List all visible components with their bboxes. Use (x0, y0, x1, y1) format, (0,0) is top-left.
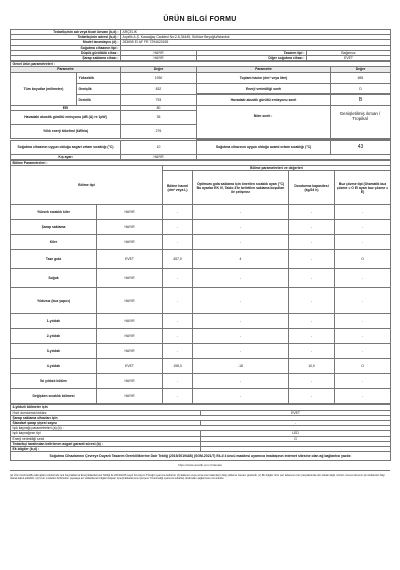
total-volume-value: 655 (331, 72, 391, 83)
compartment-defrost: - (335, 235, 391, 250)
supplier-label: Tedarikçinin adı veya ticari ünvanı (b,d) : (11, 30, 121, 35)
noise-label: Havadaki akustik gürültü emisyonu (dB (A) re 1pW) (11, 110, 121, 124)
min-temp-label: Soğutma cihazının uygun olduğu asgari ortam sıcaklığı (°C) (11, 140, 121, 154)
energy-class-value: D (331, 83, 391, 94)
compartment-table (10, 160, 391, 404)
climate-label: İklim sınıfı : (196, 93, 330, 139)
col-freeze: Dondurma kapasitesi (kg/24 h) (289, 171, 335, 205)
compartment-freeze: - (289, 389, 335, 404)
compartment-defrost: - (335, 288, 391, 314)
table-row (11, 235, 391, 250)
compartment-name: 4-yıldızlı (11, 359, 97, 374)
winter-label: Kış ayarı (11, 154, 121, 159)
compartment-temp: - (193, 235, 289, 250)
compartment-volume: - (163, 220, 193, 235)
extra-info-label: Ek bilgiler (b,d) : (11, 447, 201, 452)
compartment-freeze: 10,0 (289, 359, 335, 374)
appliance-type-label: Soğutma cihazının tipi : (11, 45, 121, 50)
compartment-defrost: - (335, 205, 391, 220)
fast-freeze-label: Hızlı dondurma imkânı (11, 410, 201, 415)
width-value: 832 (121, 83, 197, 94)
height-label: Yükseklik (77, 72, 121, 83)
compartment-present: HAYIR (97, 389, 163, 404)
compartment-volume: - (163, 374, 193, 389)
extra-table (10, 404, 391, 461)
height-row (11, 72, 391, 83)
compartment-defrost: - (335, 269, 391, 288)
height-value: 1930 (121, 72, 197, 83)
standard-bottles-value: - (201, 421, 391, 426)
table-row (11, 344, 391, 359)
wine-row (11, 56, 391, 61)
compartment-name: Şarap saklama (11, 220, 97, 235)
low-noise-value: HAYIR (121, 50, 197, 55)
compartment-volume: - (163, 235, 193, 250)
other-type-label: Diğer soğutma cihazı : (197, 56, 307, 61)
standard-bottles-label: Standart şarap şişesi sayısı (11, 421, 201, 426)
compartment-temp: - (193, 374, 289, 389)
light-type-label: Işık kaynağının tipi (11, 431, 201, 436)
table-row (11, 220, 391, 235)
eei-label: EEI (11, 105, 121, 110)
annual-energy-label: Yıllık enerji tüketimi (kWh/a) (11, 124, 121, 138)
support-link[interactable]: https://www.arcelik.com.tr/destek (178, 463, 222, 468)
compartment-temp: - (193, 269, 289, 288)
compartment-temp: - (193, 205, 289, 220)
compartment-name: 3-yıldızlı (11, 344, 97, 359)
footnote: (a) Ürün Görüntü(Bu talimatlar) ürünlerinde Işık Kaynaklarına Enerji Etiketlemesi Tebliği ile 2019/2015 sayılı Komisyon Tüzüğü uyarınca belirlenir. (b) Eklenen veya sona eren kalemlerin bilgi yükleme zamanı gösterilir. (c) Bu bilgiler ürün veri tabanının tüm parçalarında sıfır olarak değil, ürünün mevcut durumu için kullanılan bilgi olarak kabul edilebilir. (d) Ürün modelleri birbirinden piyasaya arz edilebilecek bilgileri kapsar. Enerji Etiketlemesi Çerçeve Yönetmeliği uyarınca tedarikçi tarafından sağlanması zorunludur. (10, 474, 385, 481)
winter-row (11, 154, 391, 159)
compartment-volume: - (163, 269, 193, 288)
compartment-present: HAYIR (97, 374, 163, 389)
compartment-freeze: - (289, 329, 335, 344)
annual-energy-value: 276 (121, 124, 197, 138)
compartment-freeze: - (289, 235, 335, 250)
col-group: Bölme parametreleri ve değerleri (163, 166, 391, 171)
col-value-1: Değer (121, 67, 197, 72)
other-type-value: EVET (307, 56, 391, 61)
col-defrost: Buz çözme tipi (Otomatik buz çözme = O El ayarı buz çözme = E) (335, 171, 391, 205)
noise-value: 35 (121, 110, 197, 124)
compartment-freeze: - (289, 269, 335, 288)
design-type-label: Tasarım tipi : (197, 50, 307, 55)
climate-value: Genişletilmiş ılıman / Tropikal (330, 93, 390, 139)
warranty-label: Tedarikçi tarafından belirlenen asgari garanti süresi (b) : (11, 441, 201, 446)
compartment-volume: - (163, 205, 193, 220)
compartment-present: HAYIR (97, 344, 163, 359)
compartment-defrost: - (335, 389, 391, 404)
compartment-present: HAYIR (97, 329, 163, 344)
table-row (11, 250, 391, 269)
light-class-label: Enerji verimliliği sınıfı (11, 436, 201, 441)
compartment-defrost: - (335, 374, 391, 389)
fast-freeze-value: EVET (201, 410, 391, 415)
info-table (10, 29, 391, 61)
compartment-section-label: Bölme Parametreleri : (11, 161, 391, 166)
compartment-volume: - (163, 314, 193, 329)
regulation-row (11, 452, 391, 461)
divider (10, 467, 390, 471)
low-noise-label: Düşük gürültülü cihaz : (11, 50, 121, 55)
compartment-present: HAYIR (97, 269, 163, 288)
compartment-temp: - (193, 314, 289, 329)
light-type-value: LED (201, 431, 391, 436)
compartment-volume: 457,0 (163, 250, 193, 269)
address-value: Arçelik A.Ş. Karaağaç Caddesi No:2-6,34445, Sütlüce Beyoğlu/İstanbul (121, 35, 391, 40)
temp-table (10, 140, 391, 160)
compartment-defrost: O (335, 250, 391, 269)
compartment-defrost: - (335, 314, 391, 329)
address-label: Tedarikçinin adresi (b,d) : (11, 35, 121, 40)
compartment-name: İki yıldızlı bölüm (11, 374, 97, 389)
wine-label: Şarap saklama cihazı : (11, 56, 121, 61)
min-temp-value: 10 (121, 140, 197, 154)
compartment-present: HAYIR (97, 314, 163, 329)
min-temp-row (11, 140, 391, 154)
col-volume: Bölme hacmi (dm³ veya L) (163, 171, 193, 205)
col-param-1: Parametre (11, 67, 121, 72)
compartment-name: Kiler (11, 235, 97, 250)
compartment-volume: 198,0 (163, 359, 193, 374)
compartment-temp: 4 (193, 250, 289, 269)
compartment-freeze: - (289, 374, 335, 389)
col-type: Bölme tipi (11, 166, 163, 205)
compartment-freeze: - (289, 314, 335, 329)
depth-value: 793 (121, 94, 197, 105)
col-temp: Optimum gıda saklama için önerilen sıcaklık ayarı (°C) Bu ayarlar EK IV, Tablo 3'te belirtilen saklama koşulları ile çelişmez (193, 171, 289, 205)
table-row (11, 389, 391, 404)
light-section-label: Işık kaynağı parametreleri (a) (b) : (11, 426, 391, 431)
compartment-defrost: - (335, 329, 391, 344)
compartment-freeze: - (289, 250, 335, 269)
table-row (11, 374, 391, 389)
table-row (11, 359, 391, 374)
compartment-present: HAYIR (97, 288, 163, 314)
table-row (11, 329, 391, 344)
table-row (11, 288, 391, 314)
col-param-2: Parametre (197, 67, 331, 72)
supplier-value: ARÇELİK (121, 30, 391, 35)
light-class-value: G (201, 436, 391, 441)
wine-value: HAYIR (121, 56, 197, 61)
eei-value: 80 (121, 105, 197, 110)
compartment-name: Değişken sıcaklık bölmesi (11, 389, 97, 404)
col-value-2: Değer (331, 67, 391, 72)
model-value: 283655 EI AF FR 7294620155 (121, 40, 391, 45)
page-title: ÜRÜN BİLGİ FORMU (163, 16, 237, 23)
compartment-name: 2-yıldızlı (11, 329, 97, 344)
compartment-temp: - (193, 220, 289, 235)
compartment-present: EVET (97, 359, 163, 374)
model-label: Model tanımlayıcı (d) : (11, 40, 121, 45)
width-label: Genişlik (77, 83, 121, 94)
compartment-name: Yüksek sıcaklık kiler (11, 205, 97, 220)
compartment-defrost: O (335, 359, 391, 374)
winter-value: HAYIR (121, 154, 197, 159)
compartment-freeze: - (289, 205, 335, 220)
energy-class-label: Enerji verimliliği sınıfı (197, 83, 331, 94)
compartment-present: EVET (97, 250, 163, 269)
compartment-rows (11, 205, 391, 404)
compartment-freeze: - (289, 288, 335, 314)
compartment-temp: -18 (193, 359, 289, 374)
design-type-value: Bağımsız (307, 50, 391, 55)
wine-section-label: Şarap saklama cihazları için (11, 415, 391, 420)
regulation-text: Soğutma Cihazlarının Çevreye Duyarlı Tasarım Gerekliliklerine Dair Tebliğ (2019/2019/AB) (SGM-2021/7) Ek-II 4 üncü maddesi uyarınca imalatçının internet sitesine olan ağ bağlantısı yazılır. (11, 452, 391, 461)
table-row (11, 205, 391, 220)
compartment-present: HAYIR (97, 235, 163, 250)
table-row (11, 314, 391, 329)
compartment-volume: - (163, 329, 193, 344)
dims-label: Tüm boyutlar (milimetre) (11, 72, 77, 105)
compartment-defrost: - (335, 344, 391, 359)
compartment-temp: - (193, 329, 289, 344)
total-volume-label: Toplam hacim (dm³ veya litre) (197, 72, 331, 83)
compartment-volume: - (163, 344, 193, 359)
depth-label: Derinlik (77, 94, 121, 105)
table-row (11, 269, 391, 288)
compartment-freeze: - (289, 220, 335, 235)
compartment-name: Yıldızsız (buz yapıcı) (11, 288, 97, 314)
four-star-label: 4-yıldızlı bölmeler için (11, 405, 391, 410)
noise-class-value: B (331, 94, 391, 105)
compartment-temp: - (193, 288, 289, 314)
general-section-label: Genel ürün parametreleri : (11, 62, 391, 67)
max-temp-value: 43 (331, 140, 391, 154)
compartment-name: 1-yıldızlı (11, 314, 97, 329)
compartment-temp: - (193, 344, 289, 359)
compartment-name: Taze gıda (11, 250, 97, 269)
compartment-volume: - (163, 288, 193, 314)
compartment-freeze: - (289, 344, 335, 359)
max-temp-label: Soğutma cihazının uygun olduğu azami ortam sıcaklığı (°C) (197, 140, 331, 154)
compartment-temp: - (193, 389, 289, 404)
compartment-present: HAYIR (97, 205, 163, 220)
compartment-present: HAYIR (97, 220, 163, 235)
compartment-name: Soğuk (11, 269, 97, 288)
compartment-volume: - (163, 389, 193, 404)
noise-class-label: Havadaki akustik gürültü emisyonu sınıfı (197, 94, 331, 105)
compartment-defrost: - (335, 220, 391, 235)
